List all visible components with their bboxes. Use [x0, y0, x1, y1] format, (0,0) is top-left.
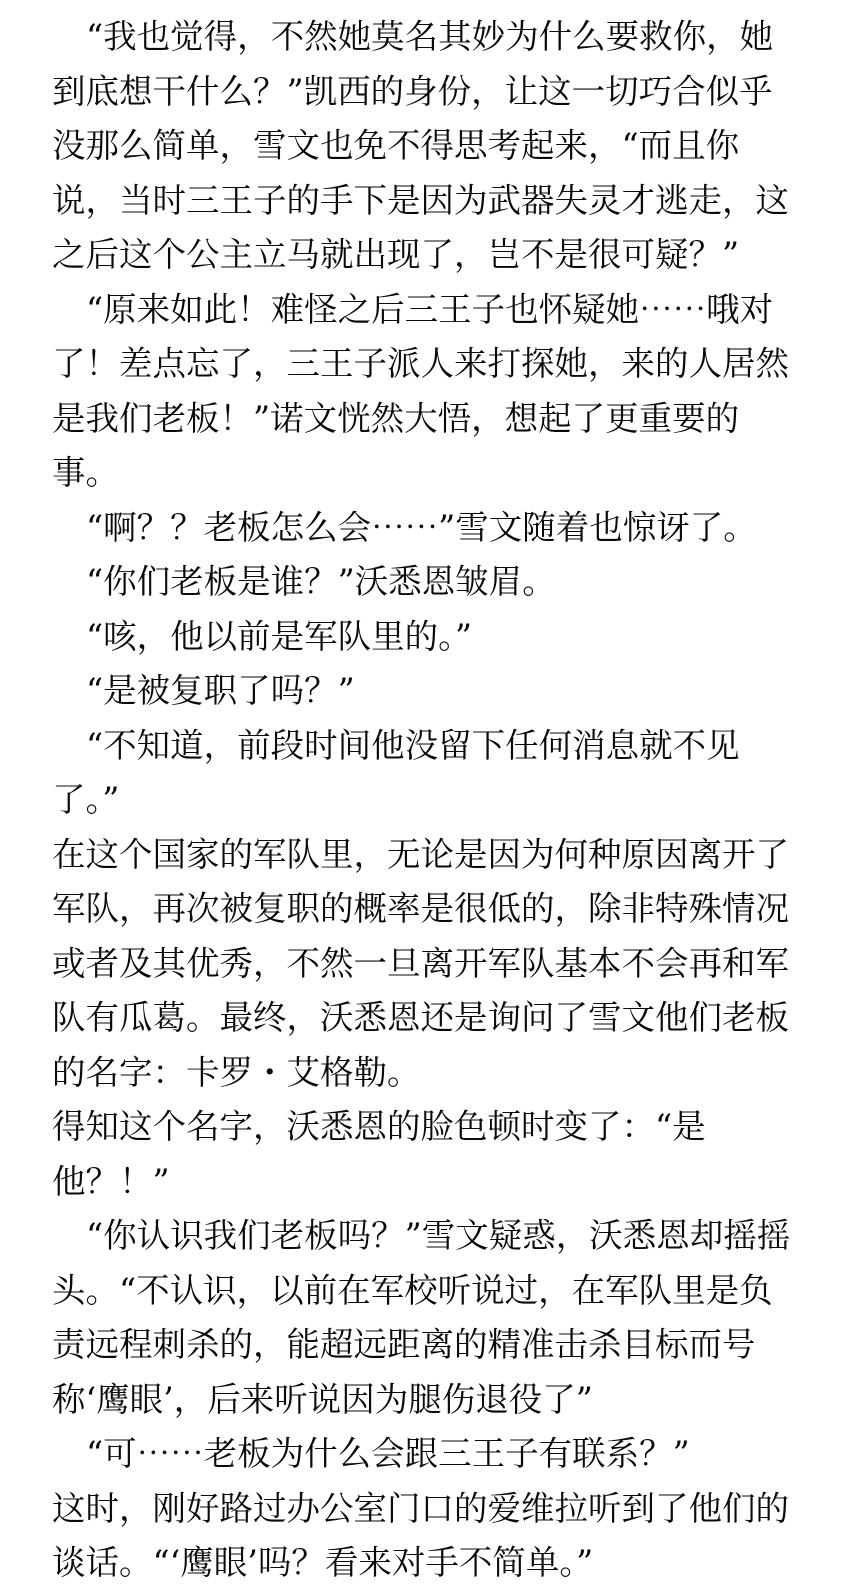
paragraph: 在这个国家的军队里，无论是因为何种原因离开了军队，再次被复职的概率是很低的，除非特殊情况或者及其优秀，不然一旦离开军队基本不会再和军队有瓜葛。最终，沃悉恩还是询问了雪文他们老板的名字：卡罗・艾格勒。	[52, 834, 789, 1092]
paragraph: “不知道，前段时间他没留下任何消息就不见了。”	[52, 725, 740, 819]
paragraph: “是被复职了吗？”	[86, 671, 355, 710]
paragraph: “你们老板是谁？”沃悉恩皱眉。	[86, 562, 556, 601]
paragraph: “可⋯⋯老板为什么会跟三王子有联系？”	[86, 1434, 690, 1473]
paragraph: “我也觉得，不然她莫名其妙为什么要救你，她到底想干什么？”凯西的身份，让这一切巧合似乎没那么简单，雪文也免不得思考起来，“而且你说，当时三王子的手下是因为武器失灵才逃走，这之后这个公主立马就出现了，岂不是很可疑？”	[52, 17, 789, 274]
paragraph: “你认识我们老板吗？”雪文疑惑，沃悉恩却摇摇头。“不认识，以前在军校听说过，在军队里是负责远程刺杀的，能超远距离的精准击杀目标而号称‘鹰眼’，后来听说因为腿伤退役了”	[52, 1216, 791, 1419]
paragraph: 这时，刚好路过办公室门口的爱维拉听到了他们的谈话。“‘鹰眼’吗？看来对手不简单。”	[52, 1488, 789, 1582]
paragraph: “啊？？老板怎么会⋯⋯”雪文随着也惊讶了。	[86, 507, 757, 547]
paragraph: “原来如此！难怪之后三王子也怀疑她⋯⋯哦对了！差点忘了，三王子派人来打探她，来的人居然是我们老板！”诺文恍然大悟，想起了更重要的事。	[52, 289, 789, 492]
paragraph: “咳，他以前是军队里的。”	[86, 616, 473, 656]
paragraph: 得知这个名字，沃悉恩的脸色顿时变了：“是他？！”	[52, 1107, 706, 1201]
